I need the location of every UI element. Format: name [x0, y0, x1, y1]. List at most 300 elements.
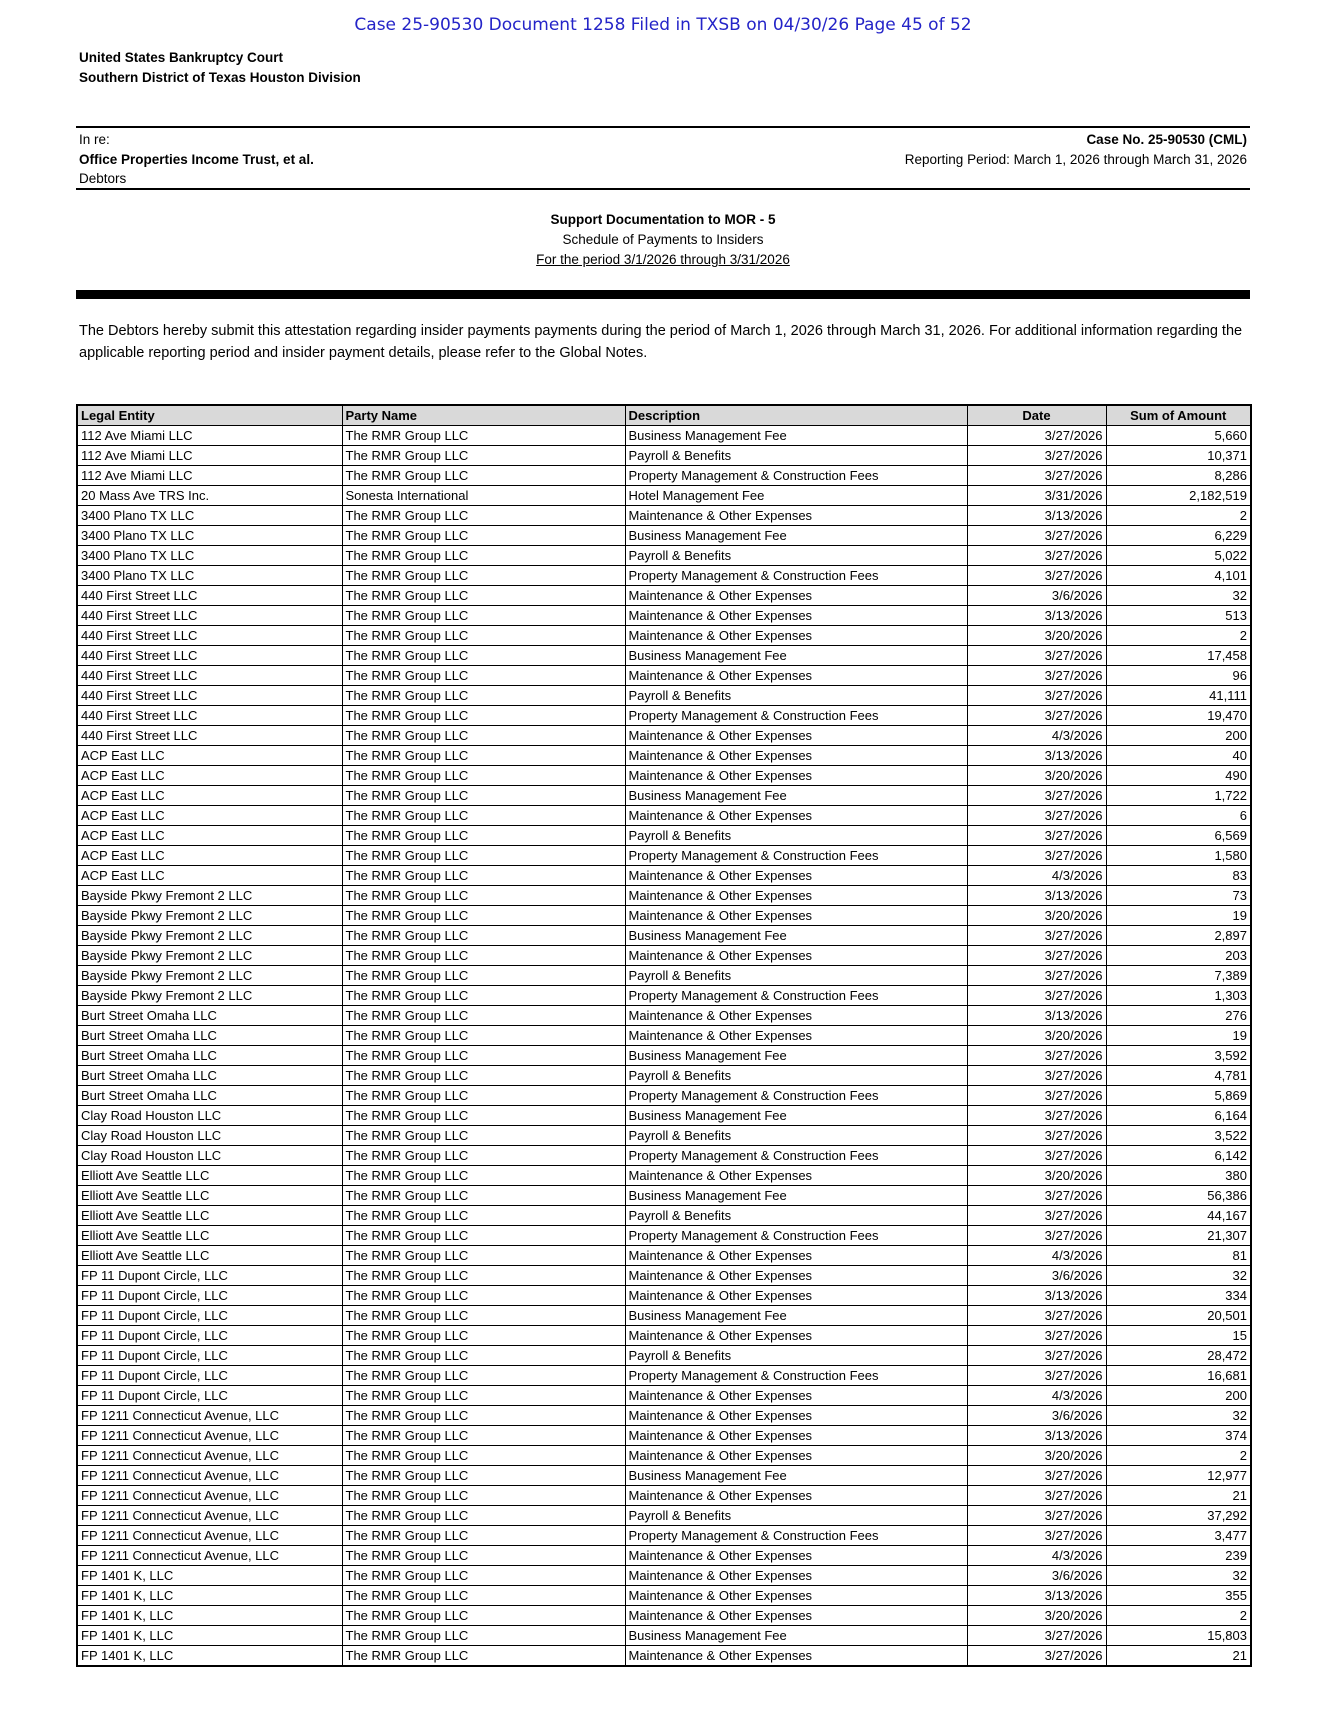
- table-row: [77, 526, 1251, 546]
- cell-legal-entity: FP 1211 Connecticut Avenue, LLC: [77, 1426, 342, 1446]
- schedule-period: For the period 3/1/2026 through 3/31/2026: [536, 252, 790, 267]
- table-row: [77, 1606, 1251, 1626]
- cell-party-name: The RMR Group LLC: [342, 806, 625, 826]
- cell-description: Business Management Fee: [625, 1306, 967, 1326]
- cell-date: 3/27/2026: [967, 926, 1106, 946]
- table-row: [77, 586, 1251, 606]
- cell-date: 3/27/2026: [967, 1126, 1106, 1146]
- table-row: [77, 826, 1251, 846]
- table-row: [77, 1366, 1251, 1386]
- debtor-name: Office Properties Income Trust, et al.: [79, 151, 314, 167]
- cell-party-name: The RMR Group LLC: [342, 886, 625, 906]
- cell-description: Maintenance & Other Expenses: [625, 746, 967, 766]
- cell-amount: 200: [1106, 1386, 1251, 1406]
- cell-date: 3/20/2026: [967, 1166, 1106, 1186]
- cell-description: Property Management & Construction Fees: [625, 566, 967, 586]
- cell-legal-entity: 440 First Street LLC: [77, 626, 342, 646]
- cell-description: Maintenance & Other Expenses: [625, 1646, 967, 1667]
- cell-legal-entity: FP 11 Dupont Circle, LLC: [77, 1286, 342, 1306]
- cell-amount: 3,592: [1106, 1046, 1251, 1066]
- cell-party-name: The RMR Group LLC: [342, 1646, 625, 1667]
- cell-date: 3/27/2026: [967, 1106, 1106, 1126]
- cell-date: 3/27/2026: [967, 1626, 1106, 1646]
- cell-party-name: The RMR Group LLC: [342, 1106, 625, 1126]
- cell-amount: 81: [1106, 1246, 1251, 1266]
- cell-description: Payroll & Benefits: [625, 446, 967, 466]
- cell-amount: 83: [1106, 866, 1251, 886]
- table-row: [77, 946, 1251, 966]
- cell-legal-entity: Burt Street Omaha LLC: [77, 1066, 342, 1086]
- cell-date: 3/20/2026: [967, 1446, 1106, 1466]
- table-row: [77, 566, 1251, 586]
- cell-amount: 6,229: [1106, 526, 1251, 546]
- cell-date: 3/27/2026: [967, 1306, 1106, 1326]
- table-row: [77, 1006, 1251, 1026]
- table-body: [77, 426, 1251, 1667]
- cell-party-name: The RMR Group LLC: [342, 1526, 625, 1546]
- cell-party-name: The RMR Group LLC: [342, 866, 625, 886]
- header-date: Date: [967, 405, 1106, 426]
- table-row: [77, 1226, 1251, 1246]
- cell-date: 3/6/2026: [967, 1566, 1106, 1586]
- cell-amount: 3,477: [1106, 1526, 1251, 1546]
- cell-party-name: The RMR Group LLC: [342, 926, 625, 946]
- table-row: [77, 806, 1251, 826]
- cell-description: Property Management & Construction Fees: [625, 1366, 967, 1386]
- cell-description: Maintenance & Other Expenses: [625, 806, 967, 826]
- cell-party-name: The RMR Group LLC: [342, 946, 625, 966]
- court-line-2: Southern District of Texas Houston Division: [79, 70, 361, 85]
- table-row: [77, 726, 1251, 746]
- cell-party-name: The RMR Group LLC: [342, 646, 625, 666]
- cell-party-name: The RMR Group LLC: [342, 566, 625, 586]
- cell-description: Payroll & Benefits: [625, 1346, 967, 1366]
- table-row: [77, 746, 1251, 766]
- cell-description: Maintenance & Other Expenses: [625, 1266, 967, 1286]
- cell-amount: 2: [1106, 506, 1251, 526]
- table-row: [77, 1126, 1251, 1146]
- cell-date: 3/20/2026: [967, 766, 1106, 786]
- cell-legal-entity: Elliott Ave Seattle LLC: [77, 1226, 342, 1246]
- cell-amount: 200: [1106, 726, 1251, 746]
- cell-description: Business Management Fee: [625, 926, 967, 946]
- cell-description: Business Management Fee: [625, 526, 967, 546]
- table-row: [77, 606, 1251, 626]
- cell-date: 3/13/2026: [967, 746, 1106, 766]
- cell-description: Payroll & Benefits: [625, 1206, 967, 1226]
- cell-description: Maintenance & Other Expenses: [625, 1546, 967, 1566]
- cell-description: Payroll & Benefits: [625, 546, 967, 566]
- cell-date: 4/3/2026: [967, 1546, 1106, 1566]
- table-row: [77, 1406, 1251, 1426]
- cell-legal-entity: FP 11 Dupont Circle, LLC: [77, 1346, 342, 1366]
- cell-legal-entity: FP 1211 Connecticut Avenue, LLC: [77, 1506, 342, 1526]
- table-header-row: [77, 405, 1251, 426]
- cell-legal-entity: 3400 Plano TX LLC: [77, 506, 342, 526]
- cell-party-name: The RMR Group LLC: [342, 986, 625, 1006]
- schedule-title: Support Documentation to MOR - 5: [550, 212, 776, 227]
- cell-date: 3/27/2026: [967, 706, 1106, 726]
- table-row: [77, 1026, 1251, 1046]
- cell-party-name: The RMR Group LLC: [342, 1346, 625, 1366]
- cell-party-name: The RMR Group LLC: [342, 1026, 625, 1046]
- cell-amount: 6,142: [1106, 1146, 1251, 1166]
- cell-legal-entity: Burt Street Omaha LLC: [77, 1086, 342, 1106]
- cell-amount: 490: [1106, 766, 1251, 786]
- case-caption-left: [79, 130, 314, 189]
- cell-description: Property Management & Construction Fees: [625, 466, 967, 486]
- cell-legal-entity: Clay Road Houston LLC: [77, 1146, 342, 1166]
- cell-legal-entity: 440 First Street LLC: [77, 606, 342, 626]
- cell-amount: 32: [1106, 1566, 1251, 1586]
- cell-date: 3/27/2026: [967, 1046, 1106, 1066]
- cell-date: 3/27/2026: [967, 666, 1106, 686]
- cell-amount: 1,580: [1106, 846, 1251, 866]
- table-row: [77, 466, 1251, 486]
- table-row: [77, 1466, 1251, 1486]
- cell-party-name: The RMR Group LLC: [342, 1486, 625, 1506]
- cell-date: 3/27/2026: [967, 1326, 1106, 1346]
- court-name: [79, 48, 361, 88]
- cell-legal-entity: Bayside Pkwy Fremont 2 LLC: [77, 986, 342, 1006]
- case-number: Case No. 25-90530 (CML): [1086, 132, 1247, 147]
- cell-description: Payroll & Benefits: [625, 826, 967, 846]
- cell-legal-entity: Elliott Ave Seattle LLC: [77, 1206, 342, 1226]
- cell-amount: 44,167: [1106, 1206, 1251, 1226]
- cell-legal-entity: Burt Street Omaha LLC: [77, 1026, 342, 1046]
- cell-legal-entity: 440 First Street LLC: [77, 726, 342, 746]
- cell-description: Maintenance & Other Expenses: [625, 1386, 967, 1406]
- cell-date: 3/27/2026: [967, 1186, 1106, 1206]
- cell-description: Maintenance & Other Expenses: [625, 1566, 967, 1586]
- cell-party-name: The RMR Group LLC: [342, 1506, 625, 1526]
- cell-description: Business Management Fee: [625, 1466, 967, 1486]
- cell-date: 3/27/2026: [967, 426, 1106, 446]
- cell-description: Maintenance & Other Expenses: [625, 506, 967, 526]
- cell-amount: 40: [1106, 746, 1251, 766]
- cell-amount: 1,303: [1106, 986, 1251, 1006]
- cell-description: Property Management & Construction Fees: [625, 1226, 967, 1246]
- cell-date: 4/3/2026: [967, 1246, 1106, 1266]
- cell-legal-entity: Clay Road Houston LLC: [77, 1106, 342, 1126]
- cell-legal-entity: Bayside Pkwy Fremont 2 LLC: [77, 966, 342, 986]
- cell-amount: 19: [1106, 1026, 1251, 1046]
- table-row: [77, 706, 1251, 726]
- cell-amount: 276: [1106, 1006, 1251, 1026]
- cell-legal-entity: FP 1401 K, LLC: [77, 1646, 342, 1667]
- cell-party-name: The RMR Group LLC: [342, 1466, 625, 1486]
- cell-amount: 239: [1106, 1546, 1251, 1566]
- cell-amount: 2,182,519: [1106, 486, 1251, 506]
- cell-amount: 41,111: [1106, 686, 1251, 706]
- cell-amount: 4,101: [1106, 566, 1251, 586]
- cell-date: 3/27/2026: [967, 1206, 1106, 1226]
- cell-date: 4/3/2026: [967, 866, 1106, 886]
- cell-legal-entity: 440 First Street LLC: [77, 666, 342, 686]
- cell-party-name: The RMR Group LLC: [342, 1546, 625, 1566]
- cell-party-name: The RMR Group LLC: [342, 726, 625, 746]
- cell-date: 4/3/2026: [967, 726, 1106, 746]
- cell-amount: 5,869: [1106, 1086, 1251, 1106]
- cell-party-name: The RMR Group LLC: [342, 426, 625, 446]
- cell-legal-entity: Elliott Ave Seattle LLC: [77, 1246, 342, 1266]
- table-row: [77, 546, 1251, 566]
- cell-date: 3/31/2026: [967, 486, 1106, 506]
- table-row: [77, 866, 1251, 886]
- cell-legal-entity: ACP East LLC: [77, 786, 342, 806]
- caption-bottom-rule: [76, 188, 1250, 190]
- cell-legal-entity: 112 Ave Miami LLC: [77, 426, 342, 446]
- table-row: [77, 1146, 1251, 1166]
- table-row: [77, 666, 1251, 686]
- cell-amount: 21: [1106, 1486, 1251, 1506]
- cell-amount: 32: [1106, 1266, 1251, 1286]
- cell-legal-entity: Elliott Ave Seattle LLC: [77, 1166, 342, 1186]
- cell-amount: 6: [1106, 806, 1251, 826]
- cell-date: 3/27/2026: [967, 1506, 1106, 1526]
- table-row: [77, 1106, 1251, 1126]
- table-row: [77, 1506, 1251, 1526]
- cell-amount: 12,977: [1106, 1466, 1251, 1486]
- cell-description: Maintenance & Other Expenses: [625, 866, 967, 886]
- cell-amount: 32: [1106, 1406, 1251, 1426]
- cell-legal-entity: 440 First Street LLC: [77, 646, 342, 666]
- in-re-label: In re:: [79, 132, 110, 147]
- cell-date: 3/27/2026: [967, 806, 1106, 826]
- cell-date: 3/27/2026: [967, 1226, 1106, 1246]
- cell-description: Business Management Fee: [625, 1106, 967, 1126]
- cell-amount: 203: [1106, 946, 1251, 966]
- cell-amount: 28,472: [1106, 1346, 1251, 1366]
- cell-date: 3/27/2026: [967, 526, 1106, 546]
- cell-amount: 21,307: [1106, 1226, 1251, 1246]
- cell-amount: 21: [1106, 1646, 1251, 1667]
- cell-date: 3/27/2026: [967, 946, 1106, 966]
- table-row: [77, 786, 1251, 806]
- cell-party-name: The RMR Group LLC: [342, 906, 625, 926]
- cell-amount: 374: [1106, 1426, 1251, 1446]
- cell-description: Payroll & Benefits: [625, 1506, 967, 1526]
- cell-description: Maintenance & Other Expenses: [625, 1586, 967, 1606]
- cell-date: 3/6/2026: [967, 1266, 1106, 1286]
- cell-description: Business Management Fee: [625, 1626, 967, 1646]
- cell-legal-entity: FP 1211 Connecticut Avenue, LLC: [77, 1446, 342, 1466]
- table-row: [77, 1486, 1251, 1506]
- cell-legal-entity: Bayside Pkwy Fremont 2 LLC: [77, 926, 342, 946]
- table-row: [77, 1166, 1251, 1186]
- cell-party-name: The RMR Group LLC: [342, 706, 625, 726]
- cell-party-name: The RMR Group LLC: [342, 686, 625, 706]
- cell-description: Property Management & Construction Fees: [625, 986, 967, 1006]
- table-row: [77, 1246, 1251, 1266]
- cell-legal-entity: FP 11 Dupont Circle, LLC: [77, 1266, 342, 1286]
- cell-date: 3/27/2026: [967, 566, 1106, 586]
- cell-description: Payroll & Benefits: [625, 1126, 967, 1146]
- cell-description: Maintenance & Other Expenses: [625, 1406, 967, 1426]
- cell-date: 3/13/2026: [967, 1586, 1106, 1606]
- table-row: [77, 886, 1251, 906]
- cell-amount: 5,660: [1106, 426, 1251, 446]
- table-row: [77, 1426, 1251, 1446]
- cell-date: 3/27/2026: [967, 1526, 1106, 1546]
- cell-legal-entity: FP 11 Dupont Circle, LLC: [77, 1386, 342, 1406]
- cell-legal-entity: FP 1211 Connecticut Avenue, LLC: [77, 1486, 342, 1506]
- cell-amount: 3,522: [1106, 1126, 1251, 1146]
- cell-legal-entity: FP 1211 Connecticut Avenue, LLC: [77, 1466, 342, 1486]
- cell-date: 3/27/2026: [967, 1346, 1106, 1366]
- table-row: [77, 1046, 1251, 1066]
- cell-amount: 73: [1106, 886, 1251, 906]
- table-row: [77, 646, 1251, 666]
- cell-description: Maintenance & Other Expenses: [625, 886, 967, 906]
- cell-party-name: The RMR Group LLC: [342, 786, 625, 806]
- cell-date: 3/20/2026: [967, 1026, 1106, 1046]
- table-row: [77, 506, 1251, 526]
- cell-date: 3/27/2026: [967, 1086, 1106, 1106]
- cell-party-name: Sonesta International: [342, 486, 625, 506]
- cell-party-name: The RMR Group LLC: [342, 1006, 625, 1026]
- cell-legal-entity: FP 11 Dupont Circle, LLC: [77, 1326, 342, 1346]
- cell-party-name: The RMR Group LLC: [342, 1566, 625, 1586]
- cell-description: Maintenance & Other Expenses: [625, 1426, 967, 1446]
- cell-legal-entity: 3400 Plano TX LLC: [77, 546, 342, 566]
- cell-date: 3/20/2026: [967, 1606, 1106, 1626]
- cell-legal-entity: FP 1211 Connecticut Avenue, LLC: [77, 1546, 342, 1566]
- cell-amount: 17,458: [1106, 646, 1251, 666]
- cell-description: Business Management Fee: [625, 786, 967, 806]
- cell-amount: 2: [1106, 1606, 1251, 1626]
- cell-amount: 56,386: [1106, 1186, 1251, 1206]
- cell-legal-entity: 3400 Plano TX LLC: [77, 526, 342, 546]
- cell-legal-entity: FP 11 Dupont Circle, LLC: [77, 1306, 342, 1326]
- schedule-heading: [0, 210, 1326, 270]
- header-amount: Sum of Amount: [1106, 405, 1251, 426]
- cell-date: 3/27/2026: [967, 1486, 1106, 1506]
- filing-stamp: Case 25-90530 Document 1258 Filed in TXSB on 04/30/26 Page 45 of 52: [354, 15, 972, 35]
- cell-description: Business Management Fee: [625, 646, 967, 666]
- cell-description: Maintenance & Other Expenses: [625, 906, 967, 926]
- cell-legal-entity: Bayside Pkwy Fremont 2 LLC: [77, 886, 342, 906]
- cell-date: 3/27/2026: [967, 1146, 1106, 1166]
- cell-description: Maintenance & Other Expenses: [625, 666, 967, 686]
- cell-description: Property Management & Construction Fees: [625, 706, 967, 726]
- table-row: [77, 966, 1251, 986]
- cell-date: 3/13/2026: [967, 1286, 1106, 1306]
- cell-party-name: The RMR Group LLC: [342, 1586, 625, 1606]
- cell-party-name: The RMR Group LLC: [342, 826, 625, 846]
- cell-date: 3/13/2026: [967, 1426, 1106, 1446]
- cell-date: 3/20/2026: [967, 626, 1106, 646]
- table-row: [77, 1326, 1251, 1346]
- cell-party-name: The RMR Group LLC: [342, 1386, 625, 1406]
- cell-party-name: The RMR Group LLC: [342, 1446, 625, 1466]
- section-divider: [76, 290, 1250, 299]
- cell-party-name: The RMR Group LLC: [342, 966, 625, 986]
- table-row: [77, 1346, 1251, 1366]
- cell-date: 3/27/2026: [967, 826, 1106, 846]
- schedule-subtitle: Schedule of Payments to Insiders: [562, 232, 764, 247]
- cell-party-name: The RMR Group LLC: [342, 506, 625, 526]
- cell-date: 3/13/2026: [967, 886, 1106, 906]
- cell-date: 3/27/2026: [967, 1066, 1106, 1086]
- cell-date: 3/27/2026: [967, 1466, 1106, 1486]
- cell-party-name: The RMR Group LLC: [342, 1226, 625, 1246]
- table-row: [77, 1066, 1251, 1086]
- cell-description: Maintenance & Other Expenses: [625, 946, 967, 966]
- cell-legal-entity: Bayside Pkwy Fremont 2 LLC: [77, 946, 342, 966]
- cell-description: Maintenance & Other Expenses: [625, 1326, 967, 1346]
- cell-date: 3/27/2026: [967, 1366, 1106, 1386]
- cell-date: 3/27/2026: [967, 686, 1106, 706]
- cell-description: Maintenance & Other Expenses: [625, 1246, 967, 1266]
- cell-party-name: The RMR Group LLC: [342, 526, 625, 546]
- cell-amount: 2,897: [1106, 926, 1251, 946]
- cell-amount: 1,722: [1106, 786, 1251, 806]
- cell-party-name: The RMR Group LLC: [342, 1186, 625, 1206]
- table-row: [77, 1266, 1251, 1286]
- cell-amount: 15,803: [1106, 1626, 1251, 1646]
- table-row: [77, 686, 1251, 706]
- cell-legal-entity: 3400 Plano TX LLC: [77, 566, 342, 586]
- cell-legal-entity: ACP East LLC: [77, 866, 342, 886]
- cell-description: Property Management & Construction Fees: [625, 1086, 967, 1106]
- cell-party-name: The RMR Group LLC: [342, 1086, 625, 1106]
- cell-date: 4/3/2026: [967, 1386, 1106, 1406]
- cell-legal-entity: 440 First Street LLC: [77, 706, 342, 726]
- cell-party-name: The RMR Group LLC: [342, 1286, 625, 1306]
- cell-party-name: The RMR Group LLC: [342, 1146, 625, 1166]
- cell-party-name: The RMR Group LLC: [342, 1306, 625, 1326]
- cell-date: 3/27/2026: [967, 1646, 1106, 1667]
- table-row: [77, 1526, 1251, 1546]
- cell-amount: 6,569: [1106, 826, 1251, 846]
- cell-description: Maintenance & Other Expenses: [625, 586, 967, 606]
- cell-amount: 19,470: [1106, 706, 1251, 726]
- caption-top-rule: [76, 126, 1250, 128]
- cell-amount: 37,292: [1106, 1506, 1251, 1526]
- cell-date: 3/13/2026: [967, 606, 1106, 626]
- cell-description: Maintenance & Other Expenses: [625, 1446, 967, 1466]
- cell-legal-entity: FP 1401 K, LLC: [77, 1606, 342, 1626]
- cell-description: Maintenance & Other Expenses: [625, 1286, 967, 1306]
- cell-party-name: The RMR Group LLC: [342, 1406, 625, 1426]
- cell-party-name: The RMR Group LLC: [342, 586, 625, 606]
- case-caption-right: [905, 130, 1247, 169]
- cell-legal-entity: Burt Street Omaha LLC: [77, 1046, 342, 1066]
- cell-date: 3/20/2026: [967, 906, 1106, 926]
- table-row: [77, 1186, 1251, 1206]
- cell-date: 3/27/2026: [967, 986, 1106, 1006]
- cell-party-name: The RMR Group LLC: [342, 1626, 625, 1646]
- cell-party-name: The RMR Group LLC: [342, 766, 625, 786]
- cell-amount: 32: [1106, 586, 1251, 606]
- cell-amount: 8,286: [1106, 466, 1251, 486]
- table-row: [77, 1086, 1251, 1106]
- cell-amount: 20,501: [1106, 1306, 1251, 1326]
- cell-legal-entity: ACP East LLC: [77, 826, 342, 846]
- cell-party-name: The RMR Group LLC: [342, 1266, 625, 1286]
- cell-amount: 2: [1106, 626, 1251, 646]
- cell-party-name: The RMR Group LLC: [342, 666, 625, 686]
- attestation-paragraph: The Debtors hereby submit this attestation regarding insider payments payments during the period of March 1, 2026 through March 31, 2026. For additional information regarding the applicable reporting period and insider payment details, please refer to the Global Notes.: [79, 323, 1243, 361]
- court-line-1: United States Bankruptcy Court: [79, 50, 284, 65]
- cell-amount: 16,681: [1106, 1366, 1251, 1386]
- cell-description: Maintenance & Other Expenses: [625, 626, 967, 646]
- cell-amount: 2: [1106, 1446, 1251, 1466]
- cell-amount: 96: [1106, 666, 1251, 686]
- cell-description: Property Management & Construction Fees: [625, 1146, 967, 1166]
- cell-description: Payroll & Benefits: [625, 1066, 967, 1086]
